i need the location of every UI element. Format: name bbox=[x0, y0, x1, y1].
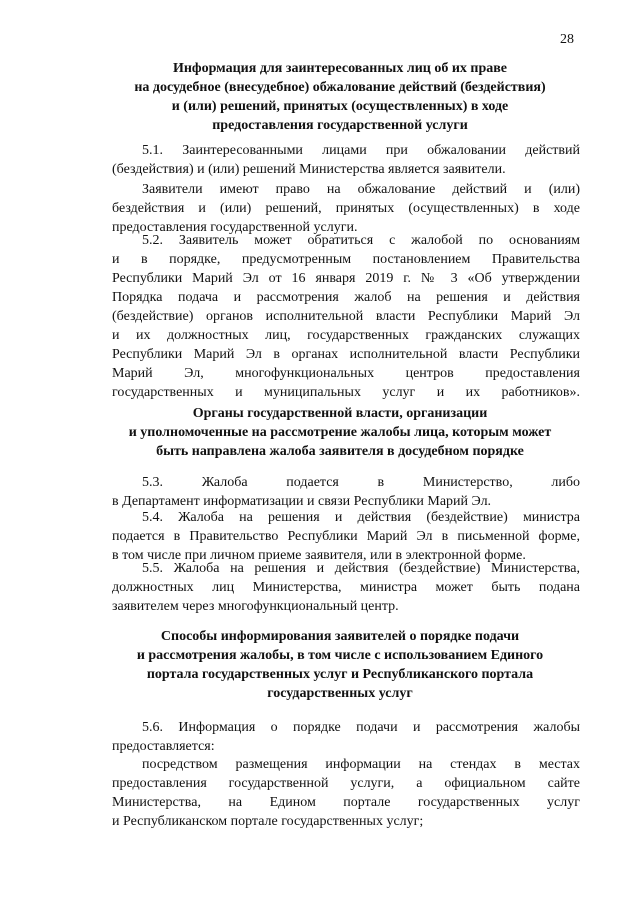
text-line: предоставления государственной услуги, а официальном сайте bbox=[112, 776, 580, 791]
section-heading-authorities bbox=[100, 404, 580, 461]
text-line: посредством размещения информации на стендах в местах bbox=[142, 757, 580, 772]
heading-line: и рассмотрения жалобы, в том числе с использованием Единого bbox=[136, 648, 544, 663]
paragraph-5-5 bbox=[112, 559, 580, 616]
paragraph-applicants-rights bbox=[112, 180, 580, 237]
heading-line: быть направлена жалоба заявителя в досудебном порядке bbox=[156, 444, 524, 459]
text-line: 5.5. Жалоба на решения и действия (бездействие) Министерства, bbox=[142, 561, 580, 576]
heading-line: Способы информирования заявителей о порядке подачи bbox=[160, 629, 520, 644]
text-line: подается в Правительство Республики Марий Эл в письменной форме, bbox=[112, 529, 580, 544]
text-line: Заявители имеют право на обжалование действий и (или) bbox=[142, 182, 580, 197]
text-line: в том числе при личном приеме заявителя, или в электронной форме. bbox=[112, 548, 526, 563]
paragraph-5-1 bbox=[112, 141, 580, 179]
paragraph-5-4 bbox=[112, 508, 580, 565]
heading-line: на досудебное (внесудебное) обжалование действий (бездействия) bbox=[134, 80, 546, 95]
page-number: 28 bbox=[560, 32, 574, 47]
heading-line: Органы государственной власти, организации bbox=[192, 406, 488, 421]
text-line: 5.3. Жалоба подается в Министерство, либо bbox=[142, 475, 580, 490]
paragraph-stands-info bbox=[112, 755, 580, 831]
heading-line: и уполномоченные на рассмотрение жалобы лица, которым может bbox=[128, 425, 552, 440]
text-line: Порядка подача и рассмотрения жалоб на решения и действия bbox=[112, 290, 580, 305]
paragraph-5-3 bbox=[112, 473, 580, 511]
text-line: заявителем через многофункциональный центр. bbox=[112, 599, 399, 614]
text-line: 5.2. Заявитель может обратиться с жалобой по основаниям bbox=[142, 233, 580, 248]
text-line: бездействия и (или) решений, принятых (осуществленных) в ходе bbox=[112, 201, 580, 216]
text-line: 5.4. Жалоба на решения и действия (бездействие) министра bbox=[142, 510, 580, 525]
text-line: и их должностных лиц, государственных гражданских служащих bbox=[112, 328, 580, 343]
text-line: Марий Эл, многофункциональных центров предоставления bbox=[112, 366, 580, 381]
text-line: и Республиканском портале государственных услуг; bbox=[112, 814, 424, 829]
heading-line: предоставления государственной услуги bbox=[212, 118, 468, 133]
paragraph-5-2 bbox=[112, 231, 580, 402]
section-heading-information-methods bbox=[100, 627, 580, 703]
paragraph-5-6 bbox=[112, 718, 580, 756]
text-line: Министерства, на Едином портале государственных услуг bbox=[112, 795, 580, 810]
heading-line: государственных услуг bbox=[267, 686, 413, 701]
heading-line: портала государственных услуг и Республиканского портала bbox=[146, 667, 534, 682]
text-line: должностных лиц Министерства, министра может быть подана bbox=[112, 580, 580, 595]
text-line: 5.6. Информация о порядке подачи и рассмотрения жалобы bbox=[142, 720, 580, 735]
text-line: 5.1. Заинтересованными лицами при обжаловании действий bbox=[142, 143, 580, 158]
text-line: (бездействие) органов исполнительной власти Республики Марий Эл bbox=[112, 309, 580, 324]
heading-line: Информация для заинтересованных лиц об их праве bbox=[172, 61, 508, 76]
text-line: (бездействия) и (или) решений Министерства является заявители. bbox=[112, 162, 506, 177]
text-line: государственных и муниципальных услуг и их работников». bbox=[112, 385, 580, 400]
heading-line: и (или) решений, принятых (осуществленных) в ходе bbox=[171, 99, 509, 114]
text-line: и в порядке, предусмотренным постановлением Правительства bbox=[112, 252, 580, 267]
section-heading-appeal-rights bbox=[100, 59, 580, 135]
text-line: Республики Марий Эл от 16 января 2019 г. № 3 «Об утверждении bbox=[112, 271, 580, 286]
text-line: предоставления государственной услуги. bbox=[112, 220, 358, 235]
text-line: в Департамент информатизации и связи Республики Марий Эл. bbox=[112, 494, 492, 509]
text-line: Республики Марий Эл в органах исполнительной власти Республики bbox=[112, 347, 580, 362]
text-line: предоставляется: bbox=[112, 739, 215, 754]
